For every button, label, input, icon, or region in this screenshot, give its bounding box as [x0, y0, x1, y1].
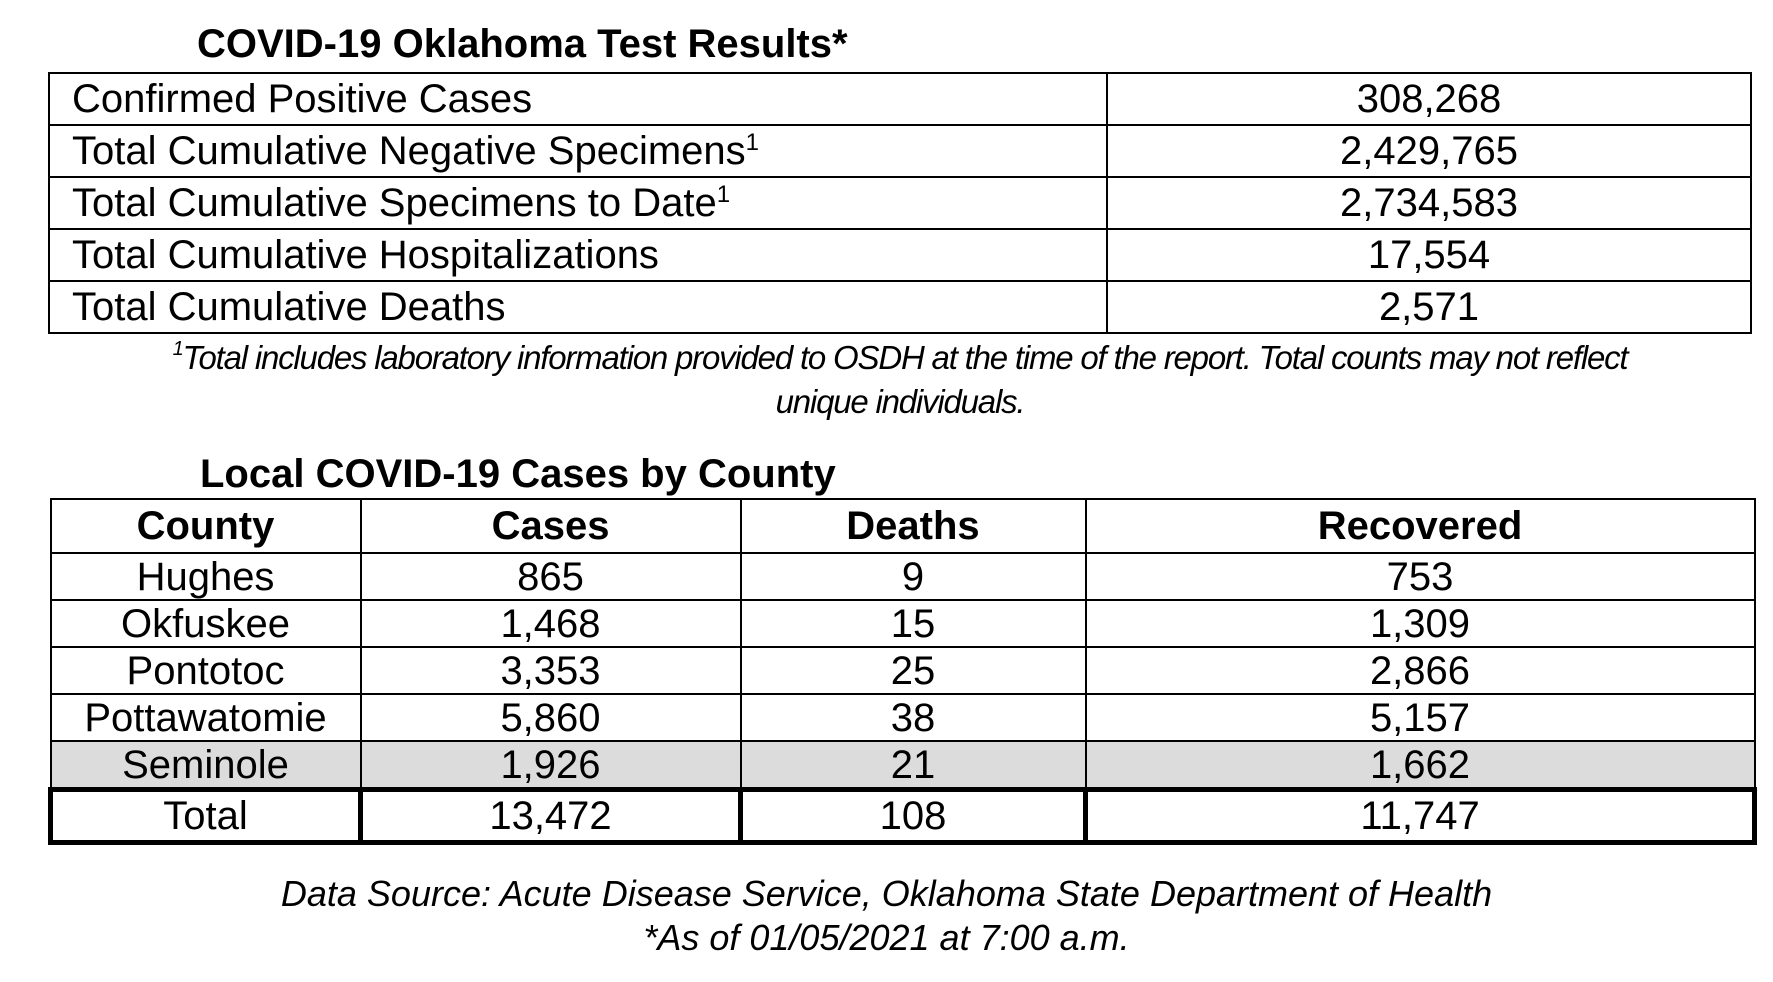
deaths-cell: 38: [741, 694, 1086, 741]
table-row: [49, 125, 1751, 177]
test-results-title: COVID-19 Oklahoma Test Results*: [197, 22, 848, 66]
row-label-text: Total Cumulative Hospitalizations: [72, 233, 659, 277]
county-cell: Seminole: [51, 741, 361, 790]
recovered-cell: 753: [1086, 553, 1755, 600]
row-value: 2,429,765: [1107, 125, 1751, 177]
recovered-cell: 5,157: [1086, 694, 1755, 741]
footnote: [70, 336, 1730, 424]
deaths-cell: 15: [741, 600, 1086, 647]
table-row: [49, 73, 1751, 125]
county-cell: Hughes: [51, 553, 361, 600]
test-results-table: [48, 72, 1752, 334]
footnote-line-1: [70, 336, 1730, 380]
table-row: [51, 553, 1755, 600]
county-cases-table: [48, 498, 1757, 845]
county-cell: Pontotoc: [51, 647, 361, 694]
cases-cell: 865: [361, 553, 741, 600]
total-recovered-cell: 11,747: [1086, 790, 1755, 843]
table-row: [49, 177, 1751, 229]
deaths-cell: 21: [741, 741, 1086, 790]
table-row-highlighted: [51, 741, 1755, 790]
cases-cell: 5,860: [361, 694, 741, 741]
data-source: Data Source: Acute Disease Service, Oklahoma State Department of Health: [280, 873, 1493, 914]
table-row: [51, 647, 1755, 694]
recovered-cell: 1,309: [1086, 600, 1755, 647]
row-label-text: Total Cumulative Deaths: [72, 285, 506, 329]
row-label: [49, 281, 1107, 333]
footnote-text: Total includes laboratory information provided to OSDH at the time of the report. Total counts may not reflect: [182, 339, 1628, 376]
as-of-date: *As of 01/05/2021 at 7:00 a.m.: [643, 917, 1130, 958]
footnote-line-2: unique individuals.: [775, 383, 1025, 420]
footnote-marker: 1: [172, 338, 183, 360]
cases-cell: 1,468: [361, 600, 741, 647]
row-label-text: Total Cumulative Specimens to Date: [72, 181, 717, 225]
recovered-cell: 2,866: [1086, 647, 1755, 694]
table-header-row: [51, 499, 1755, 553]
row-value: 17,554: [1107, 229, 1751, 281]
county-cases-title: Local COVID-19 Cases by County: [200, 452, 836, 496]
column-header-deaths: Deaths: [741, 499, 1086, 553]
total-deaths-cell: 108: [741, 790, 1086, 843]
cases-cell: 3,353: [361, 647, 741, 694]
recovered-cell: 1,662: [1086, 741, 1755, 790]
row-label: [49, 73, 1107, 125]
row-value: 2,571: [1107, 281, 1751, 333]
row-value: 2,734,583: [1107, 177, 1751, 229]
column-header-cases: Cases: [361, 499, 741, 553]
deaths-cell: 9: [741, 553, 1086, 600]
table-row: [49, 281, 1751, 333]
county-cell: Pottawatomie: [51, 694, 361, 741]
table-row: [51, 694, 1755, 741]
column-header-recovered: Recovered: [1086, 499, 1755, 553]
footnote-marker: 1: [745, 129, 760, 156]
row-label: [49, 177, 1107, 229]
row-label-text: Confirmed Positive Cases: [72, 77, 533, 121]
cases-cell: 1,926: [361, 741, 741, 790]
row-value: 308,268: [1107, 73, 1751, 125]
row-label: [49, 125, 1107, 177]
total-row: [51, 790, 1755, 843]
total-cases-cell: 13,472: [361, 790, 741, 843]
row-label-text: Total Cumulative Negative Specimens: [72, 129, 746, 173]
county-cell: Okfuskee: [51, 600, 361, 647]
table-row: [49, 229, 1751, 281]
footnote-marker: 1: [716, 181, 731, 208]
row-label: [49, 229, 1107, 281]
table-row: [51, 600, 1755, 647]
column-header-county: County: [51, 499, 361, 553]
deaths-cell: 25: [741, 647, 1086, 694]
total-label-cell: Total: [51, 790, 361, 843]
